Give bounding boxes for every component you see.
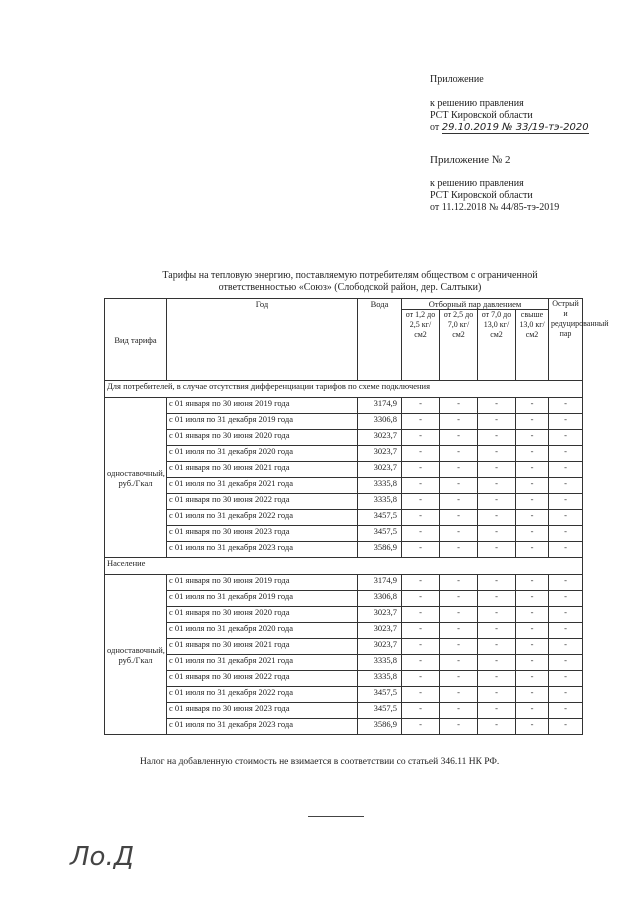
empty-value-dash: - [440, 639, 478, 655]
empty-value-dash: - [549, 687, 583, 703]
empty-value-dash: - [402, 494, 440, 510]
water-value: 3174,9 [358, 575, 402, 591]
water-value: 3586,9 [358, 542, 402, 558]
table-row [105, 687, 583, 703]
attachment-header [430, 74, 620, 134]
section-title: Население [105, 558, 583, 575]
tariff-kind: одноставочный, руб./Гкал [105, 398, 167, 558]
empty-value-dash: - [478, 671, 516, 687]
empty-value-dash: - [549, 398, 583, 414]
decision-line: к решению правления [430, 98, 524, 109]
empty-value-dash: - [478, 526, 516, 542]
period-cell: с 01 января по 30 июня 2021 года [167, 462, 358, 478]
empty-value-dash: - [549, 575, 583, 591]
header-pressure-1: от 1,2 до 2,5 кг/см2 [402, 310, 440, 381]
empty-value-dash: - [402, 575, 440, 591]
empty-value-dash: - [516, 430, 549, 446]
empty-value-dash: - [440, 526, 478, 542]
water-value: 3306,8 [358, 591, 402, 607]
period-cell: с 01 июля по 31 декабря 2022 года [167, 687, 358, 703]
empty-value-dash: - [440, 655, 478, 671]
water-value: 3457,5 [358, 687, 402, 703]
empty-value-dash: - [402, 542, 440, 558]
table-row [105, 655, 583, 671]
water-value: 3023,7 [358, 430, 402, 446]
empty-value-dash: - [402, 703, 440, 719]
empty-value-dash: - [402, 446, 440, 462]
authority2-line: РСТ Кировской области [430, 190, 533, 201]
empty-value-dash: - [549, 494, 583, 510]
empty-value-dash: - [516, 462, 549, 478]
empty-value-dash: - [440, 510, 478, 526]
period-cell: с 01 января по 30 июня 2023 года [167, 703, 358, 719]
table-row [105, 623, 583, 639]
empty-value-dash: - [516, 639, 549, 655]
empty-value-dash: - [478, 542, 516, 558]
empty-value-dash: - [549, 671, 583, 687]
header-sharp-steam: Острый и редуцированный пар [549, 299, 583, 381]
water-value: 3174,9 [358, 398, 402, 414]
period-cell: с 01 июля по 31 декабря 2023 года [167, 719, 358, 735]
empty-value-dash: - [402, 639, 440, 655]
tariff-table [104, 298, 609, 735]
water-value: 3023,7 [358, 639, 402, 655]
empty-value-dash: - [549, 414, 583, 430]
empty-value-dash: - [478, 446, 516, 462]
period-cell: с 01 января по 30 июня 2020 года [167, 430, 358, 446]
table-row [105, 671, 583, 687]
empty-value-dash: - [549, 623, 583, 639]
water-value: 3023,7 [358, 623, 402, 639]
table-title: Тарифы на тепловую энергию, поставляемую потребителям обществом с ограниченной ответственностью «Союз» (Слободской район, дер. Салтыки) [162, 270, 538, 293]
decision2-line: к решению правления [430, 178, 524, 189]
empty-value-dash: - [402, 414, 440, 430]
empty-value-dash: - [516, 494, 549, 510]
water-value: 3586,9 [358, 719, 402, 735]
handwritten-signature: Ло.Д [70, 842, 135, 872]
table-row [105, 414, 583, 430]
empty-value-dash: - [440, 414, 478, 430]
empty-value-dash: - [516, 526, 549, 542]
period-cell: с 01 июля по 31 декабря 2022 года [167, 510, 358, 526]
empty-value-dash: - [516, 655, 549, 671]
attachment2-title: Приложение № 2 [430, 154, 511, 166]
empty-value-dash: - [516, 414, 549, 430]
empty-value-dash: - [440, 607, 478, 623]
empty-value-dash: - [402, 719, 440, 735]
table-row [105, 719, 583, 735]
empty-value-dash: - [440, 623, 478, 639]
empty-value-dash: - [440, 494, 478, 510]
empty-value-dash: - [478, 623, 516, 639]
empty-value-dash: - [402, 478, 440, 494]
decision2-date-line: от 11.12.2018 № 44/85-тэ-2019 [430, 202, 560, 213]
header-pressure-4: свыше 13,0 кг/см2 [516, 310, 549, 381]
period-cell: с 01 июля по 31 декабря 2020 года [167, 446, 358, 462]
water-value: 3335,8 [358, 655, 402, 671]
table-row [105, 462, 583, 478]
table-row [105, 639, 583, 655]
empty-value-dash: - [440, 446, 478, 462]
empty-value-dash: - [440, 430, 478, 446]
empty-value-dash: - [440, 462, 478, 478]
authority-line: РСТ Кировской области [430, 110, 533, 121]
empty-value-dash: - [549, 639, 583, 655]
empty-value-dash: - [402, 430, 440, 446]
empty-value-dash: - [478, 687, 516, 703]
empty-value-dash: - [549, 607, 583, 623]
period-cell: с 01 июля по 31 декабря 2020 года [167, 623, 358, 639]
empty-value-dash: - [478, 414, 516, 430]
header-pressure-2: от 2,5 до 7,0 кг/см2 [440, 310, 478, 381]
empty-value-dash: - [516, 719, 549, 735]
period-cell: с 01 января по 30 июня 2019 года [167, 575, 358, 591]
table-row [105, 398, 583, 414]
vat-note: Налог на добавленную стоимость не взимается в соответствии со статьей 346.11 НК РФ. [140, 757, 500, 767]
water-value: 3023,7 [358, 462, 402, 478]
water-value: 3335,8 [358, 478, 402, 494]
table-row [105, 575, 583, 591]
table-row [105, 591, 583, 607]
empty-value-dash: - [402, 687, 440, 703]
empty-value-dash: - [549, 478, 583, 494]
empty-value-dash: - [440, 542, 478, 558]
empty-value-dash: - [516, 703, 549, 719]
period-cell: с 01 января по 30 июня 2022 года [167, 671, 358, 687]
header-pressure-3: от 7,0 до 13,0 кг/см2 [478, 310, 516, 381]
attachment-title: Приложение [430, 74, 484, 85]
empty-value-dash: - [402, 607, 440, 623]
empty-value-dash: - [549, 542, 583, 558]
table-row [105, 510, 583, 526]
empty-value-dash: - [549, 510, 583, 526]
empty-value-dash: - [549, 655, 583, 671]
water-value: 3457,5 [358, 510, 402, 526]
empty-value-dash: - [516, 607, 549, 623]
table-row [105, 607, 583, 623]
empty-value-dash: - [549, 446, 583, 462]
empty-value-dash: - [549, 462, 583, 478]
header-year: Год [167, 299, 358, 381]
table-row [105, 703, 583, 719]
attachment2-header [430, 154, 620, 214]
empty-value-dash: - [478, 591, 516, 607]
table-row [105, 526, 583, 542]
empty-value-dash: - [478, 398, 516, 414]
empty-value-dash: - [440, 687, 478, 703]
empty-value-dash: - [516, 398, 549, 414]
water-value: 3457,5 [358, 526, 402, 542]
empty-value-dash: - [516, 591, 549, 607]
period-cell: с 01 июля по 31 декабря 2019 года [167, 414, 358, 430]
header-water: Вода [358, 299, 402, 381]
empty-value-dash: - [440, 703, 478, 719]
empty-value-dash: - [402, 623, 440, 639]
empty-value-dash: - [478, 478, 516, 494]
empty-value-dash: - [440, 575, 478, 591]
empty-value-dash: - [440, 591, 478, 607]
empty-value-dash: - [402, 671, 440, 687]
period-cell: с 01 июля по 31 декабря 2021 года [167, 655, 358, 671]
empty-value-dash: - [516, 446, 549, 462]
empty-value-dash: - [478, 510, 516, 526]
empty-value-dash: - [440, 398, 478, 414]
empty-value-dash: - [516, 687, 549, 703]
empty-value-dash: - [549, 526, 583, 542]
period-cell: с 01 января по 30 июня 2023 года [167, 526, 358, 542]
header-kind: Вид тарифа [105, 299, 167, 381]
period-cell: с 01 января по 30 июня 2022 года [167, 494, 358, 510]
water-value: 3335,8 [358, 671, 402, 687]
period-cell: с 01 июля по 31 декабря 2019 года [167, 591, 358, 607]
empty-value-dash: - [402, 462, 440, 478]
empty-value-dash: - [402, 510, 440, 526]
empty-value-dash: - [478, 719, 516, 735]
empty-value-dash: - [402, 526, 440, 542]
period-cell: с 01 января по 30 июня 2019 года [167, 398, 358, 414]
empty-value-dash: - [478, 494, 516, 510]
water-value: 3306,8 [358, 414, 402, 430]
section-title: Для потребителей, в случае отсутствия дифференциации тарифов по схеме подключения [105, 381, 583, 398]
empty-value-dash: - [516, 510, 549, 526]
empty-value-dash: - [478, 639, 516, 655]
table-row [105, 430, 583, 446]
header-steam-group: Отборный пар давлением [402, 299, 549, 310]
empty-value-dash: - [402, 591, 440, 607]
empty-value-dash: - [478, 655, 516, 671]
empty-value-dash: - [478, 575, 516, 591]
signature-line [308, 816, 364, 817]
empty-value-dash: - [516, 478, 549, 494]
period-cell: с 01 января по 30 июня 2020 года [167, 607, 358, 623]
empty-value-dash: - [549, 719, 583, 735]
empty-value-dash: - [478, 703, 516, 719]
empty-value-dash: - [516, 623, 549, 639]
tariff-kind: одноставочный, руб./Гкал [105, 575, 167, 735]
empty-value-dash: - [516, 542, 549, 558]
water-value: 3023,7 [358, 607, 402, 623]
empty-value-dash: - [440, 671, 478, 687]
water-value: 3335,8 [358, 494, 402, 510]
water-value: 3457,5 [358, 703, 402, 719]
handwritten-date-number: 29.10.2019 № 33/19-тэ-2020 [441, 122, 589, 133]
table-row [105, 446, 583, 462]
water-value: 3023,7 [358, 446, 402, 462]
table-row [105, 542, 583, 558]
table-row [105, 478, 583, 494]
period-cell: с 01 июля по 31 декабря 2023 года [167, 542, 358, 558]
empty-value-dash: - [549, 703, 583, 719]
empty-value-dash: - [516, 671, 549, 687]
empty-value-dash: - [440, 478, 478, 494]
empty-value-dash: - [516, 575, 549, 591]
decision-date-line: от 29.10.2019 № 33/19-тэ-2020 [430, 122, 589, 133]
table-row [105, 494, 583, 510]
empty-value-dash: - [549, 591, 583, 607]
empty-value-dash: - [478, 430, 516, 446]
period-cell: с 01 июля по 31 декабря 2021 года [167, 478, 358, 494]
empty-value-dash: - [478, 607, 516, 623]
empty-value-dash: - [440, 719, 478, 735]
empty-value-dash: - [549, 430, 583, 446]
period-cell: с 01 января по 30 июня 2021 года [167, 639, 358, 655]
empty-value-dash: - [402, 655, 440, 671]
empty-value-dash: - [478, 462, 516, 478]
empty-value-dash: - [402, 398, 440, 414]
